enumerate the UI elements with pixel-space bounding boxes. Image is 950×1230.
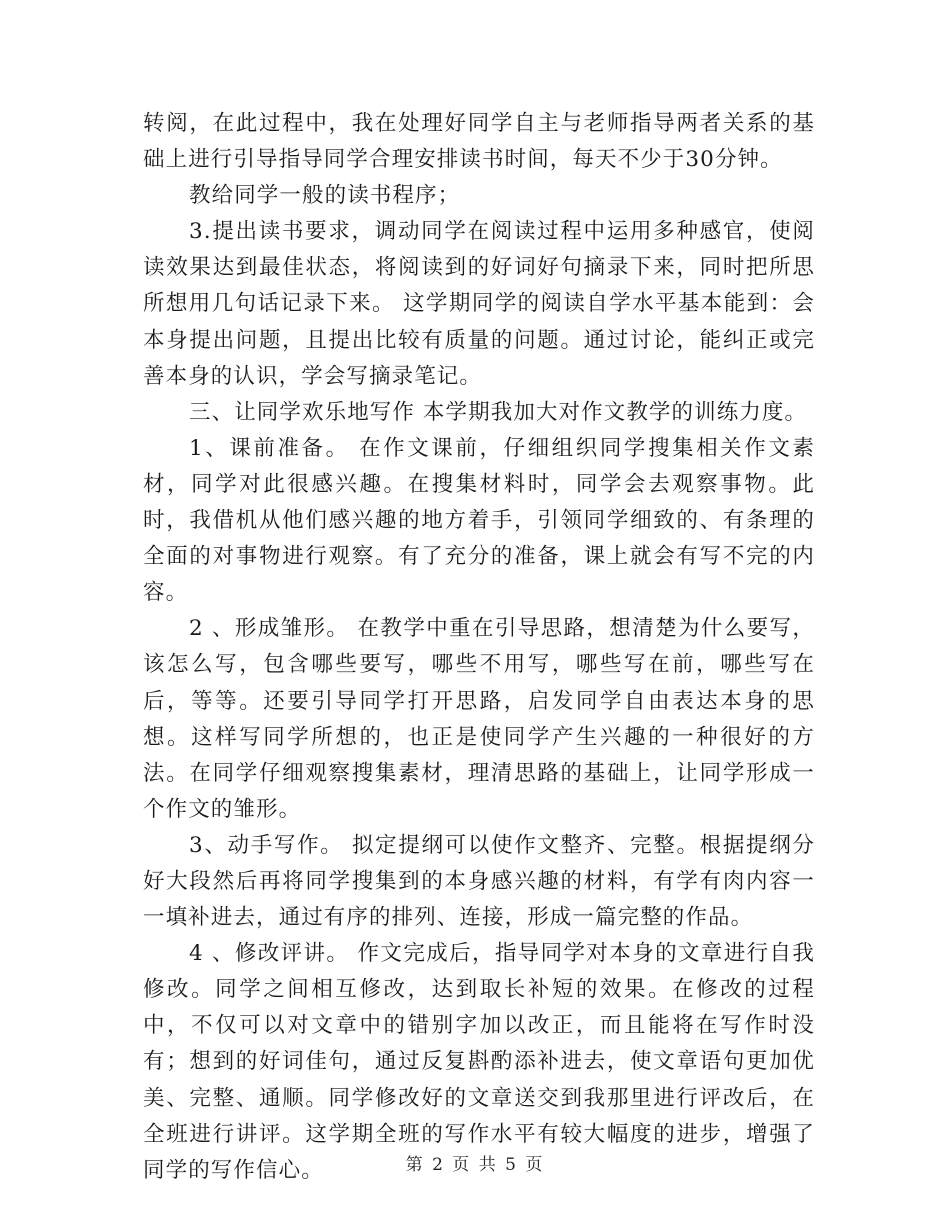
paragraph-writing: 3、动手写作。 拟定提纲可以使作文整齐、完整。根据提纲分好大段然后再将同学搜集到的本身感兴趣的材料，有学有肉内容一一填补进去，通过有序的排列、连接，形成一篇完整的作品。 xyxy=(143,832,815,931)
document-body xyxy=(143,106,815,1189)
paragraph-outline: 2 、形成雏形。 在教学中重在引导思路，想清楚为什么要写，该怎么写，包含哪些要写，哪些不用写，哪些写在前，哪些写在后，等等。还要引导同学打开思路，启发同学自由表达本身的思想。这样写同学所想的，也正是使同学产生兴趣的一种很好的方法。在同学仔细观察搜集素材，理清思路的基础上，让同学形成一个作文的雏形。 xyxy=(143,616,815,822)
paragraph-preparation: 1、课前准备。 在作文课前，仔细组织同学搜集相关作文素材，同学对此很感兴趣。在搜集材料时，同学会去观察事物。此时，我借机从他们感兴趣的地方着手，引领同学细致的、有条理的全面的对事物进行观察。有了充分的准备，课上就会有写不完的内容。 xyxy=(143,435,815,606)
paragraph-reading-requirements: 3.提出读书要求，调动同学在阅读过程中运用多种感官，使阅读效果达到最佳状态，将阅读到的好词好句摘录下来，同时把所思所想用几句话记录下来。 这学期同学的阅读自学水平基本能到：会本身提出问题，且提出比较有质量的问题。通过讨论，能纠正或完善本身的认识，学会写摘录笔记。 xyxy=(143,219,815,389)
page-number: 第 2 页 共 5 页 xyxy=(405,1155,545,1175)
page-footer xyxy=(0,1150,950,1175)
paragraph-continuation: 转阅，在此过程中，我在处理好同学自主与老师指导两者关系的基础上进行引导指导同学合理安排读书时间，每天不少于30分钟。 xyxy=(143,111,815,173)
paragraph-revision: 4 、修改评讲。 作文完成后，指导同学对本身的文章进行自我修改。同学之间相互修改，达到取长补短的效果。在修改的过程中，不仅可以对文章中的错别字加以改正，而且能将在写作时没有；想到的好词佳句，通过反复斟酌添补进去，使文章语句更加优美、完整、通顺。同学修改好的文章送交到我那里进行评改后，在全班进行讲评。这学期全班的写作水平有较大幅度的进步，增强了同学的写作信心。 xyxy=(143,941,815,1183)
section-heading-writing: 三、让同学欢乐地写作 本学期我加大对作文教学的训练力度。 xyxy=(189,399,808,425)
paragraph-reading-procedure: 教给同学一般的读书程序； xyxy=(189,183,461,209)
